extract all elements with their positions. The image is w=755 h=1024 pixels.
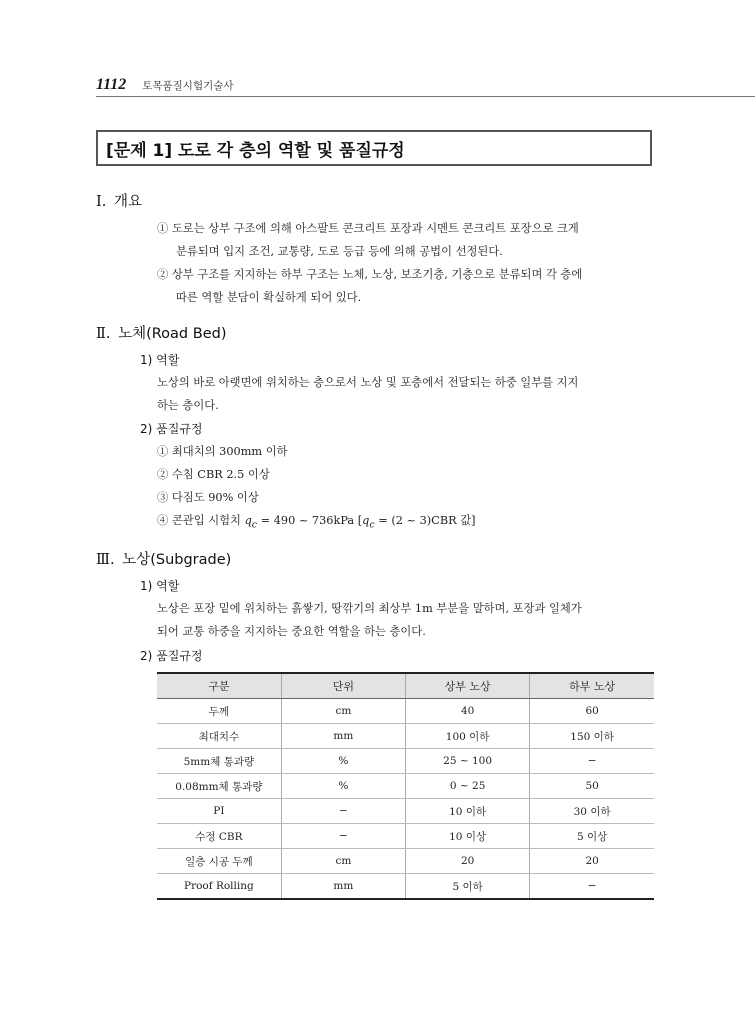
roadbed-quality-item-3: ③ 다짐도 90% 이상 <box>157 491 259 504</box>
section-1-title: 개요 <box>113 194 142 210</box>
q-symbol-2: q <box>362 514 370 527</box>
table-cell: 40 <box>406 699 530 724</box>
table-cell: 10 이상 <box>406 824 530 849</box>
page-number: 1112 <box>96 76 127 93</box>
table-header-row <box>157 673 654 699</box>
table-cell: − <box>281 824 405 849</box>
table-cell: 25 ~ 100 <box>406 749 530 774</box>
roadbed-quality-item-2: ② 수침 CBR 2.5 이상 <box>157 468 270 481</box>
table-cell: − <box>281 799 405 824</box>
table-cell: 20 <box>406 849 530 874</box>
table-cell: 30 이하 <box>530 799 654 824</box>
roadbed-quality-item-1: ① 최대치의 300mm 이하 <box>157 445 288 458</box>
overview-line-4: 따른 역할 분담이 확실하게 되어 있다. <box>176 291 362 304</box>
overview-line-1: ① 도로는 상부 구조에 의해 아스팔트 콘크리트 포장과 시멘트 콘크리트 포장으로 크게 <box>157 222 579 235</box>
table-header-cell: 하부 노상 <box>530 673 654 699</box>
problem-title-box <box>96 130 652 166</box>
table-cell: mm <box>281 724 405 749</box>
table-row <box>157 874 654 900</box>
table-row <box>157 849 654 874</box>
roadbed-role-line-1: 노상의 바로 아랫면에 위치하는 층으로서 노상 및 포층에서 전달되는 하중 일부를 지지 <box>157 376 579 389</box>
cone-test-label: ④ 콘관입 시험치 <box>157 514 245 527</box>
subgrade-quality-heading: 2) 품질규정 <box>140 649 203 663</box>
section-3-title: 노상(Subgrade) <box>122 552 232 568</box>
subgrade-role-line-1: 노상은 포장 밑에 위치하는 흙쌓기, 땅깎기의 최상부 1m 부분을 말하며, 포장과 일체가 <box>157 602 582 615</box>
table-cell: 100 이하 <box>406 724 530 749</box>
cone-test-value: = 490 ~ 736kPa [ <box>257 514 363 527</box>
section-1-heading <box>96 190 142 211</box>
table-cell: − <box>530 749 654 774</box>
q-subscript-2: c <box>369 519 375 531</box>
table-row <box>157 774 654 799</box>
table-cell: 20 <box>530 849 654 874</box>
cone-test-cbr: = (2 ~ 3)CBR 값] <box>374 514 476 527</box>
table-cell: 일층 시공 두께 <box>157 849 281 874</box>
running-header <box>96 76 234 94</box>
table-row <box>157 824 654 849</box>
section-2-title: 노체(Road Bed) <box>118 326 227 342</box>
table-cell: 5 이하 <box>406 874 530 900</box>
table-header-cell: 구분 <box>157 673 281 699</box>
table-cell: 최대치수 <box>157 724 281 749</box>
table-row <box>157 749 654 774</box>
table-cell: 5 이상 <box>530 824 654 849</box>
table-cell: 0.08mm체 통과량 <box>157 774 281 799</box>
table-cell: % <box>281 749 405 774</box>
header-rule <box>96 96 755 97</box>
table-cell: 수정 CBR <box>157 824 281 849</box>
table-cell: 10 이하 <box>406 799 530 824</box>
table-cell: 두께 <box>157 699 281 724</box>
overview-line-2: 분류되며 입지 조건, 교통량, 도로 등급 등에 의해 공법이 선정된다. <box>176 245 503 258</box>
table-cell: 60 <box>530 699 654 724</box>
roadbed-role-line-2: 하는 층이다. <box>157 399 219 412</box>
table-header-cell: 단위 <box>281 673 405 699</box>
table-cell: PI <box>157 799 281 824</box>
section-3-number: Ⅲ. <box>96 552 115 568</box>
subgrade-role-line-2: 되어 교통 하중을 지지하는 중요한 역할을 하는 층이다. <box>157 625 426 638</box>
table-cell: % <box>281 774 405 799</box>
roadbed-quality-heading: 2) 품질규정 <box>140 422 203 436</box>
table-cell: 50 <box>530 774 654 799</box>
table-row <box>157 699 654 724</box>
table-cell: 5mm체 통과량 <box>157 749 281 774</box>
subgrade-role-heading: 1) 역할 <box>140 579 180 593</box>
section-2-number: Ⅱ. <box>96 326 111 342</box>
table-cell: cm <box>281 699 405 724</box>
table-row <box>157 724 654 749</box>
overview-line-3: ② 상부 구조를 지지하는 하부 구조는 노체, 노상, 보조기층, 기층으로 분류되며 각 층에 <box>157 268 583 281</box>
q-symbol: q <box>244 514 252 527</box>
table-cell: Proof Rolling <box>157 874 281 900</box>
book-title: 토목품질시험기술사 <box>142 80 234 92</box>
subgrade-quality-table <box>157 672 654 900</box>
section-3-heading <box>96 548 231 569</box>
problem-title: [문제 1] 도로 각 층의 역할 및 품질규정 <box>106 140 405 161</box>
section-1-number: Ⅰ. <box>96 194 107 210</box>
roadbed-quality-item-4 <box>157 512 476 530</box>
q-subscript: c <box>251 519 258 531</box>
table-row <box>157 799 654 824</box>
table-cell: mm <box>281 874 405 900</box>
table-cell: cm <box>281 849 405 874</box>
section-2-heading <box>96 322 226 343</box>
roadbed-role-heading: 1) 역할 <box>140 353 180 367</box>
table-header-cell: 상부 노상 <box>406 673 530 699</box>
table-cell: 0 ~ 25 <box>406 774 530 799</box>
table-cell: − <box>530 874 654 900</box>
table-cell: 150 이하 <box>530 724 654 749</box>
